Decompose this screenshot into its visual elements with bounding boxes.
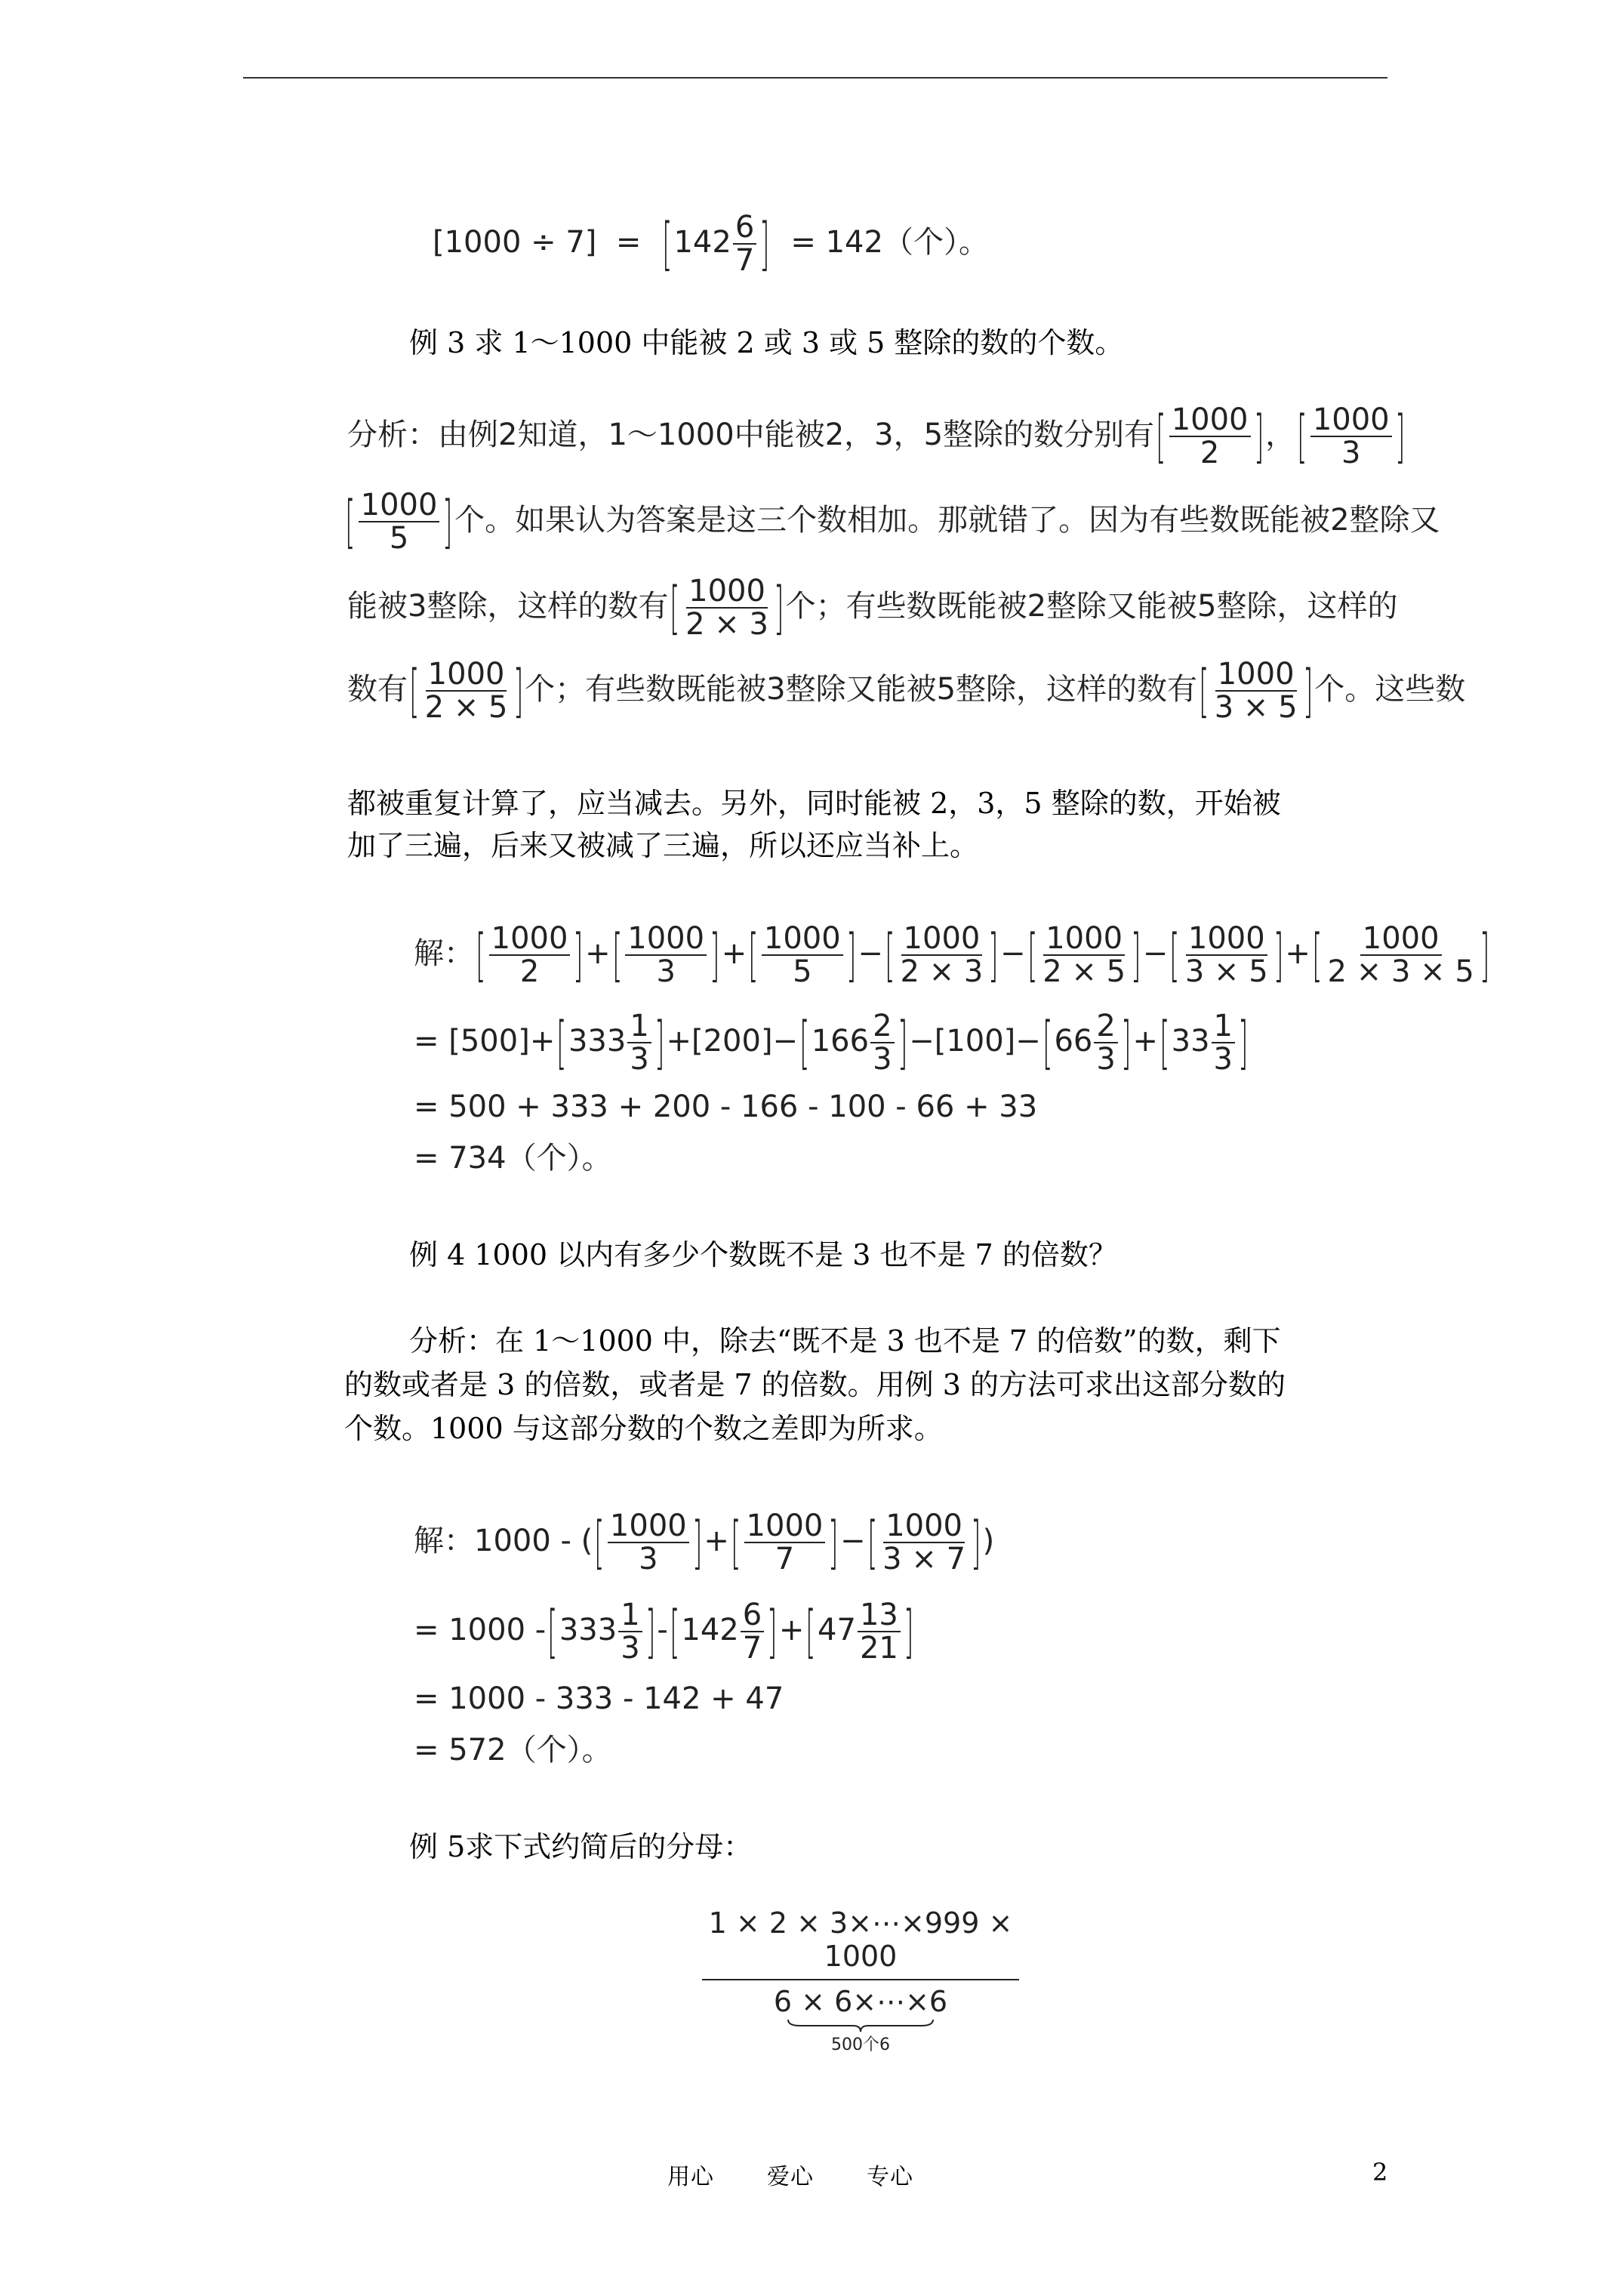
fraction-numerator: 13 bbox=[858, 1599, 901, 1632]
floor-bracket: [ bbox=[748, 921, 759, 988]
floor-bracket: [ bbox=[345, 488, 356, 555]
floor-bracket: ] bbox=[828, 1509, 839, 1576]
fraction-denominator: 3 × 5 bbox=[1184, 954, 1268, 989]
fraction bbox=[741, 1599, 764, 1664]
floor-bracket: [ bbox=[611, 921, 623, 988]
fraction-denominator: 3 × 7 bbox=[882, 1542, 966, 1576]
analysis-3-line-4: 数有[ $\frac{1000}{2 \times 5}$ ]个；有些数既能被3整除又能被5整除，这样的数有[ $\frac{1000}{3 \times 5}$ ]个。这些数 bbox=[347, 657, 1466, 725]
floor-bracket: [ bbox=[1160, 1009, 1170, 1076]
analysis-3-line-1: 分析：由例2知道，1～1000中能被2，3，5整除的数分别有[ $\frac{1000}{2}$ ]，[ $\frac{1000}{3}$ ] bbox=[347, 402, 1406, 470]
fraction-numerator: 1000 bbox=[359, 489, 440, 522]
fraction-denominator: 5 bbox=[793, 954, 812, 989]
fraction-numerator: 2 bbox=[870, 1010, 894, 1043]
fraction-denominator: 3 bbox=[1341, 436, 1361, 470]
solution-3-row-3: = 500 + 333 + 200 - 166 - 100 - 66 + 33 bbox=[414, 1089, 1038, 1124]
fraction-denominator: 7 bbox=[735, 243, 755, 278]
fraction-denominator: 7 bbox=[742, 1631, 762, 1666]
floor-bracket: ] bbox=[1238, 1009, 1249, 1076]
floor-bracket: [ bbox=[885, 921, 895, 988]
floor-bracket: ] bbox=[971, 1509, 981, 1576]
page-number: 2 bbox=[1372, 2158, 1388, 2187]
fraction-denominator: 5 bbox=[389, 521, 409, 556]
example-5-heading: 例 5求下式约简后的分母： bbox=[409, 1830, 753, 1863]
fraction bbox=[627, 1010, 651, 1075]
solution-4-row-1: 解：1000 - ([ $\frac{1000}{3}$ ]+[ $\frac{1000}{7}$ ]−[ $\frac{1000}{3 \times 7}$ ]) bbox=[414, 1509, 995, 1576]
floor-bracket: ] bbox=[645, 1598, 656, 1665]
fraction bbox=[1212, 1010, 1235, 1075]
floor-bracket: ] bbox=[1253, 402, 1264, 470]
floor-bracket: ] bbox=[442, 488, 453, 555]
underbrace-count: 500个6 bbox=[831, 2036, 890, 2054]
fraction-numerator: 1000 bbox=[744, 1510, 826, 1543]
fraction-denominator: 3 bbox=[630, 1042, 649, 1077]
fraction bbox=[618, 1599, 642, 1664]
fraction bbox=[423, 658, 510, 723]
solution-4-row-2: = 1000 -[333 $\frac{1}{3}$ ]-[142 $\frac{6}{7}$ ]+[47 $\frac{13}{21}$ ] bbox=[414, 1598, 914, 1666]
floor-bracket: ] bbox=[904, 1598, 914, 1665]
fraction-denominator: 3 bbox=[1213, 1042, 1233, 1077]
fraction-denominator: 7 bbox=[775, 1542, 795, 1576]
floor-bracket: [ bbox=[731, 1509, 741, 1576]
fraction bbox=[1040, 923, 1128, 988]
fraction-denominator: 21 bbox=[859, 1631, 898, 1666]
fraction-numerator: 1000 bbox=[1215, 658, 1297, 692]
fraction-numerator: 1000 bbox=[1169, 404, 1251, 437]
fraction-denominator: 3 bbox=[873, 1042, 892, 1077]
floor-bracket: ] bbox=[513, 657, 524, 724]
analysis-4-line-3: 个数。1000 与这部分数的个数之差即为所求。 bbox=[344, 1412, 943, 1445]
fraction-numerator: 1000 bbox=[1360, 923, 1442, 956]
fraction-denominator: 3 bbox=[639, 1542, 658, 1576]
analysis-4-line-2: 的数或者是 3 的倍数，或者是 7 的倍数。用例 3 的方法可求出这部分数的 bbox=[344, 1368, 1286, 1401]
solution-3-row-4: = 734（个）。 bbox=[414, 1141, 612, 1176]
fraction bbox=[744, 1510, 826, 1575]
floor-bracket: ] bbox=[1479, 921, 1490, 988]
solution-4-row-3: = 1000 - 333 - 142 + 47 bbox=[414, 1681, 784, 1716]
fraction-numerator: 1000 bbox=[883, 1510, 965, 1543]
fraction bbox=[733, 211, 756, 276]
floor-bracket: ] bbox=[767, 1598, 778, 1665]
floor-bracket: [ bbox=[1027, 921, 1038, 988]
fraction-numerator: 1000 bbox=[608, 1510, 689, 1543]
floor-bracket: [ bbox=[1312, 921, 1323, 988]
fraction-numerator: 2 bbox=[1094, 1010, 1117, 1043]
analysis-4-line-1: 分析：在 1～1000 中，除去“既不是 3 也不是 7 的倍数”的数，剩下 bbox=[409, 1324, 1281, 1358]
fraction-denominator: 2 bbox=[519, 954, 540, 989]
example-3-heading: 例 3 求 1～1000 中能被 2 或 3 或 5 整除的数的个数。 bbox=[409, 326, 1124, 359]
fraction bbox=[1183, 923, 1270, 988]
fraction-numerator: 1 bbox=[1212, 1010, 1235, 1043]
floor-bracket: [ bbox=[669, 1598, 680, 1665]
equation-1000-div-7: [1000 ÷ 7] = [142 $\frac{6}{7}$ ] = 142（个）。 bbox=[433, 210, 989, 278]
fraction bbox=[608, 1510, 689, 1575]
fraction-numerator: 6 bbox=[733, 211, 756, 245]
solution-4-row-4: = 572（个）。 bbox=[414, 1733, 612, 1767]
fraction bbox=[359, 489, 440, 554]
fraction-numerator: 1000 bbox=[489, 923, 571, 956]
fraction bbox=[683, 575, 771, 640]
floor-bracket: [ bbox=[1156, 402, 1166, 470]
floor-bracket: [ bbox=[1169, 921, 1180, 988]
example-4-heading: 例 4 1000 以内有多少个数既不是 3 也不是 7 的倍数？ bbox=[409, 1238, 1117, 1271]
floor-bracket: [ bbox=[556, 1009, 567, 1076]
fraction bbox=[870, 1010, 894, 1075]
fraction bbox=[858, 1599, 901, 1664]
floor-bracket: [ bbox=[867, 1509, 878, 1576]
floor-bracket: [ bbox=[1042, 1009, 1053, 1076]
fraction bbox=[898, 923, 986, 988]
fraction-numerator: 1000 bbox=[1043, 923, 1125, 956]
fraction-numerator: 1000 bbox=[426, 658, 507, 692]
fraction-numerator: 6 bbox=[741, 1599, 764, 1632]
floor-bracket: [ bbox=[409, 657, 420, 724]
fraction bbox=[1212, 658, 1300, 723]
solution-3-row-2: = [500]+[333 $\frac{1}{3}$ ]+[200]−[166 $\frac{2}{3}$ ]−[100]−[66 $\frac{2}{3}$ ]+[33 $\frac{1}{3}$ ] bbox=[414, 1009, 1249, 1077]
fraction-numerator: 1 bbox=[627, 1010, 651, 1043]
fraction bbox=[880, 1510, 968, 1575]
fraction-denominator: 3 bbox=[621, 1631, 640, 1666]
fraction-numerator: 1000 bbox=[686, 575, 768, 609]
floor-bracket: [ bbox=[799, 1009, 810, 1076]
fraction-denominator: 2 × 3 × 5 bbox=[1327, 954, 1474, 989]
floor-bracket: [ bbox=[805, 1598, 816, 1665]
underbrace-icon bbox=[785, 2018, 936, 2033]
fraction bbox=[625, 923, 707, 988]
floor-bracket: [ bbox=[670, 574, 680, 641]
fraction-denominator: 2 × 5 bbox=[1042, 954, 1126, 989]
fraction-denominator: 2 bbox=[1200, 436, 1220, 470]
analysis-3-line-2: [ $\frac{1000}{5}$ ]个。如果认为答案是这三个数相加。那就错了。因为有些数既能被2整除又 bbox=[345, 488, 1440, 556]
floor-bracket: ] bbox=[988, 921, 999, 988]
factorial-fraction bbox=[702, 1906, 1019, 2055]
floor-bracket: ] bbox=[691, 1509, 703, 1576]
analysis-3-line-6: 加了三遍，后来又被减了三遍，所以还应当补上。 bbox=[347, 829, 979, 862]
floor-bracket: [ bbox=[1199, 657, 1209, 724]
floor-bracket: ] bbox=[845, 921, 857, 988]
fraction bbox=[489, 923, 571, 988]
fraction-denominator: 3 bbox=[656, 954, 676, 989]
fraction-denominator: 3 × 5 bbox=[1214, 690, 1298, 725]
floor-bracket: ] bbox=[573, 921, 584, 988]
fraction-numerator: 1000 bbox=[1186, 923, 1267, 956]
fraction-numerator: 1 × 2 × 3×⋯×999 × 1000 bbox=[702, 1906, 1019, 1980]
floor-bracket: ] bbox=[710, 921, 720, 988]
fraction-denominator: 2 × 3 bbox=[685, 607, 768, 642]
floor-bracket: [ bbox=[661, 210, 673, 277]
solution-3-row-1: 解：[ $\frac{1000}{2}$ ]+[ $\frac{1000}{3}$ ]+[ $\frac{1000}{5}$ ]−[ $\frac{1000}{2 \times 3}$ ]−[ $\frac{1000}{2 \times 5}$ ]−[ $\frac{1000}{3 \times 5}$ ]+[ $\frac{1000}{2 \times 3 \times 5}$ ] bbox=[414, 921, 1490, 989]
fraction-numerator: 1000 bbox=[625, 923, 707, 956]
floor-bracket: [ bbox=[594, 1509, 605, 1576]
fraction bbox=[762, 923, 843, 988]
fraction-denominator: 2 × 3 bbox=[900, 954, 984, 989]
floor-bracket: ] bbox=[1273, 921, 1284, 988]
fraction-numerator: 1000 bbox=[1310, 404, 1392, 437]
footer-motto: 用心 爱心 专心 bbox=[667, 2164, 913, 2190]
floor-bracket: ] bbox=[1120, 1009, 1132, 1076]
fraction-denominator: 3 bbox=[1096, 1042, 1116, 1077]
fraction bbox=[1310, 404, 1392, 469]
fraction bbox=[1326, 923, 1477, 988]
floor-bracket: [ bbox=[1297, 402, 1307, 470]
floor-bracket: ] bbox=[759, 210, 770, 277]
analysis-3-line-5: 都被重复计算了，应当减去。另外，同时能被 2，3，5 整除的数，开始被 bbox=[347, 787, 1281, 820]
floor-bracket: [ bbox=[476, 921, 486, 988]
fraction-denominator: 2 × 5 bbox=[424, 690, 508, 725]
fraction bbox=[1094, 1010, 1117, 1075]
floor-bracket: ] bbox=[1394, 402, 1406, 470]
fraction-numerator: 1 bbox=[618, 1599, 642, 1632]
fraction-numerator: 1000 bbox=[762, 923, 843, 956]
floor-bracket: ] bbox=[774, 574, 784, 641]
floor-bracket: ] bbox=[1302, 657, 1313, 724]
analysis-3-line-3: 能被3整除，这样的数有[ $\frac{1000}{2 \times 3}$ ]个；有些数既能被2整除又能被5整除，这样的 bbox=[347, 574, 1398, 642]
fraction-denominator: 6 × 6×⋯×6 bbox=[773, 1985, 948, 2018]
floor-bracket: ] bbox=[897, 1009, 908, 1076]
floor-bracket: [ bbox=[547, 1598, 558, 1665]
floor-bracket: ] bbox=[654, 1009, 665, 1076]
header-rule bbox=[243, 77, 1387, 79]
fraction bbox=[1169, 404, 1251, 469]
fraction-numerator: 1000 bbox=[901, 923, 983, 956]
floor-bracket: ] bbox=[1131, 921, 1141, 988]
